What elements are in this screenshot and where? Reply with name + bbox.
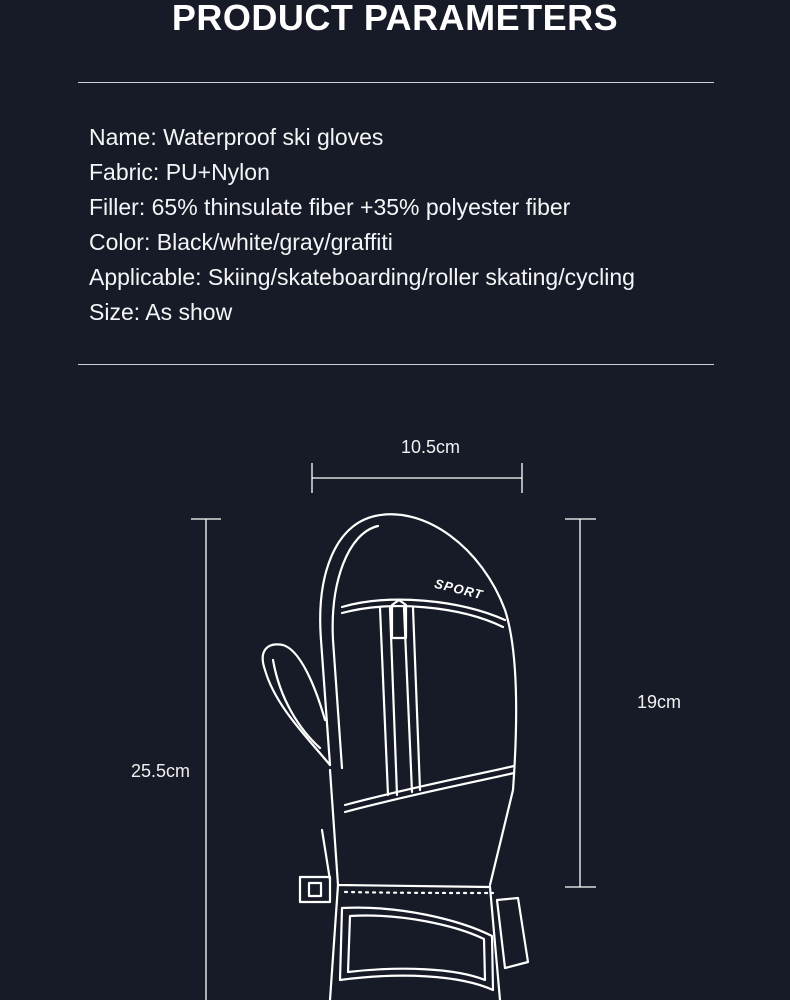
total-length-dimension-line — [191, 519, 221, 1000]
spec-applicable: Applicable: Skiing/skateboarding/roller skating/cycling — [89, 264, 635, 290]
palm-length-label: 19cm — [637, 692, 682, 712]
glove-outline — [263, 514, 528, 1000]
spec-filler: Filler: 65% thinsulate fiber +35% polyester fiber — [89, 194, 571, 220]
page-title: PRODUCT PARAMETERS — [171, 0, 619, 38]
width-label: 10.5cm — [401, 437, 461, 457]
brand-logo: SPORT — [433, 575, 485, 603]
tag-3m: 3M — [508, 946, 522, 962]
spec-name: Name: Waterproof ski gloves — [89, 124, 384, 150]
palm-length-dimension-line — [565, 519, 596, 887]
width-dimension-line — [312, 463, 522, 493]
total-length-label: 25.5cm — [131, 761, 191, 781]
spec-color: Color: Black/white/gray/graffiti — [89, 229, 393, 255]
spec-size: Size: As show — [89, 299, 233, 325]
spec-fabric: Fabric: PU+Nylon — [89, 159, 270, 185]
